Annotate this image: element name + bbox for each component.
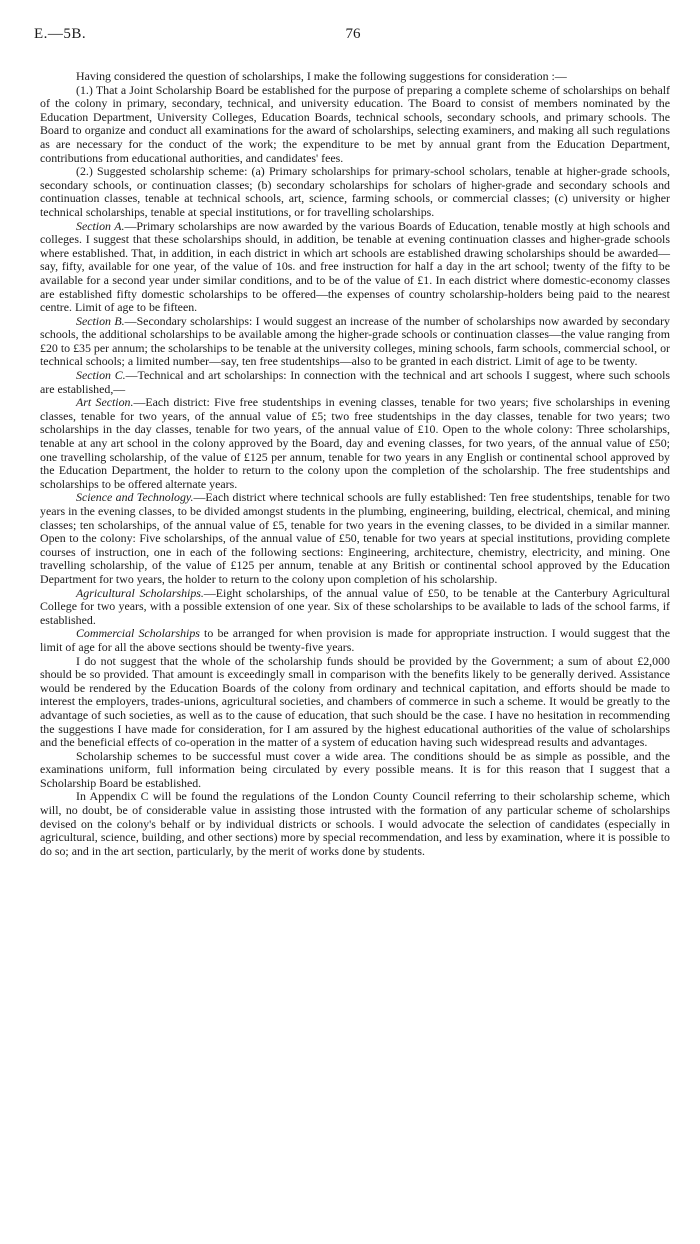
paragraph-section-b [40,315,670,369]
page-header [34,26,672,46]
section-heading: Section C. [76,368,126,383]
section-heading: Section B. [76,313,125,328]
section-heading: Art Section. [76,395,134,410]
paragraph-funding [40,655,670,750]
paragraph-text: In Appendix C will be found the regulations of the London County Council referring to their scholarship scheme, which will, no doubt, be of considerable value in assisting those intrusted with the formation of any particular scheme of scholarships devised on the colony's behalf or by individual districts or schools. I would advocate the selection of candidates (especially in agricultural, science, building, and other sections) more by special recommendation, and less by examination, where it is possible to do so; and in the art section, particularly, by the merit of works done by students. [40,789,670,858]
paragraph-text: —Each district where technical schools are fully established: Ten free studentships, tenable for two years in the evening classes, to be divided amongst students in the plumbing, engineering, building, electrical, chemical, and mining classes; ten scholarships, of the annual value of £5, tenable for two years in the evening classes, to be divided in a similar manner. Open to the colony: Five scholarships, of the annual value of £50, tenable for two years at special institutions, providing complete courses of instruction, one in each of the following sections: Engineering, architecture, chemistry, electricity, and mining. One travelling scholarship, of the value of £125 per annum, tenable at any British or continental school approved by the Education Department for two years, the holder to return to the colony upon completion of his scholarship. [40,490,670,586]
body-text [40,70,670,858]
paragraph-text: (2.) Suggested scholarship scheme: (a) Primary scholarships for primary-school scholars, tenable at higher-grade schools, secondary schools, or continuation classes; (b) secondary scholarships for scholars of higher-grade and secondary schools and continuation classes, tenable at technical schools, art, science, farming schools, or commercial classes; (c) university or higher technical scholarships, tenable at special institutions, or for travelling scholarships. [40,164,670,219]
paragraph-appendix-c [40,790,670,858]
paragraph-science-technology [40,491,670,586]
paragraph-text: (1.) That a Joint Scholarship Board be established for the purpose of preparing a complete scheme of scholarships on behalf of the colony in primary, secondary, technical, and university education. The Board to consist of members nominated by the Education Department, University Colleges, Education Boards, technical schools, secondary schools, and primary schools. The Board to organize and conduct all examinations for the award of scholarships, selecting examiners, and making all such regulations as are necessary for the conduct of the work; the expenditure to be met by annual grant from the Education Department, contributions from educational authorities, and candidates' fees. [40,82,670,165]
paragraph-intro [40,70,670,84]
paragraph-art-section [40,396,670,491]
paragraph-section-a [40,220,670,315]
section-heading: Section A. [76,218,125,233]
paragraph-agricultural [40,587,670,628]
paragraph-text: —Each district: Five free studentships in evening classes, tenable for two years; five scholarships in evening classes, tenable for two years, of the annual value of £5; two free studentships in the day classes, tenable for two years; two scholarships in the day classes, tenable for two years, of the annual value of £10. Open to the whole colony: Three scholarships, tenable at any art school in the colony approved by the Board, day and evening classes, for two years, of the annual value of £50; one travelling scholarship, of the value of £125 per annum, tenable for two years in any English or continental school approved by the Education Department, the holder to return to the colony upon the completion of the scholarship. The free studentships and scholarships to be offered alternate years. [40,395,670,491]
paragraph-scheme [40,165,670,219]
paragraph-text: —Technical and art scholarships: In connection with the technical and art schools I suggest, where such schools are established,— [40,368,670,396]
paragraph-section-c [40,369,670,396]
paragraph-schemes-success [40,750,670,791]
paragraph-joint-board [40,84,670,166]
section-heading: Commercial Scholarships [76,626,200,641]
section-heading: Agricultural Scholarships. [76,585,204,600]
section-heading: Science and Technology. [76,490,194,505]
document-reference: E.—5B. [34,26,87,42]
page-number: 76 [345,26,361,42]
paragraph-text: —Eight scholarships, of the annual value of £50, to be tenable at the Canterbury Agricultural College for two years, with a possible extension of one year. Six of these scholarships to be available to lads of the school farms, if established. [40,585,670,627]
paragraph-text: Having considered the question of scholarships, I make the following suggestions for consideration :— [76,69,567,83]
paragraph-text: —Secondary scholarships: I would suggest an increase of the number of scholarships now awarded by secondary schools, the additional scholarships to be available among the higher-grade schools or continuation classes—the value ranging from £20 to £35 per annum; the scholarships to be tenable at the university colleges, mining schools, farm schools, commercial school, or technical schools; a limited number—say, ten free studentships—also to be granted in each district. Limit of age to be twenty. [40,313,670,369]
paragraph-text: Scholarship schemes to be successful must cover a wide area. The conditions should be as simple as possible, and the examinations uniform, full information being circulated by every possible means. It is for this reason that I suggest that a Scholarship Board be established. [40,748,670,790]
paragraph-commercial [40,627,670,654]
paragraph-text: to be arranged for when provision is made for appropriate instruction. I would suggest that the limit of age for all the above sections should be twenty-five years. [40,626,670,654]
paragraph-text: I do not suggest that the whole of the scholarship funds should be provided by the Government; a sum of about £2,000 should be so provided. That amount is exceedingly small in comparison with the benefits likely to be generally derived. Assistance would be rendered by the Education Boards of the colony from ordinary and technical capitation, and efforts should be made to interest the employers, trades-unions, agricultural societies, and chambers of commerce in such a scheme. It would be greatly to the advantage of such societies, as well as to the cause of education, that such should be the case. I have no hesitation in recommending the suggestions I have made for consideration, for I am assured by the highest educational authorities of the value of scholarships and the beneficial effects of co-operation in the matter of a system of education having such widespread results and advantages. [40,653,670,750]
paragraph-text: —Primary scholarships are now awarded by the various Boards of Education, tenable mostly at high schools and colleges. I suggest that these scholarships should, in addition, be tenable at evening continuation classes and higher-grade schools where established. That, in addition, in each district in which art schools are established drawing scholarships should be awarded—say, fifty, available for one year, of the value of 10s. and free instruction for half a day in the art school; twenty of the fifty to be available for a second year under similar conditions, and to be of the value of £1. In each district where domestic-economy classes are established fifty domestic scholarships to be offered—the expenses of country scholarship-holders being paid to the nearest centre. Limit of age to be fifteen. [40,218,670,315]
